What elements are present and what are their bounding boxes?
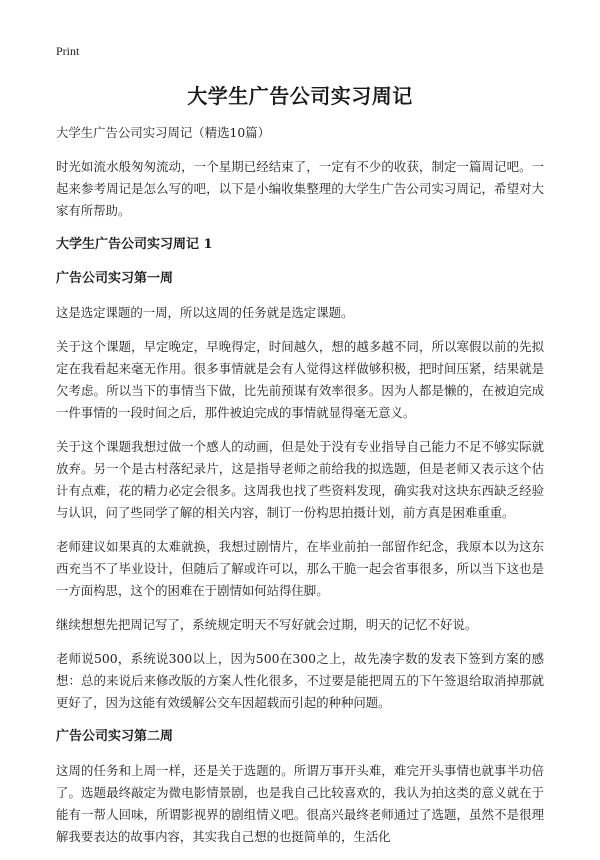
document-body xyxy=(56,122,544,860)
intro-paragraph: 时光如流水般匆匆流动，一个星期已经结束了，一定有不少的收获，制定一篇周记吧。一起来参考周记是怎么写的吧，以下是小编收集整理的大学生广告公司实习周记，希望对大家有所帮助。 xyxy=(56,159,544,218)
week1-heading: 广告公司实习第一周 xyxy=(56,271,174,286)
page-title: 大学生广告公司实习周记 xyxy=(187,84,413,108)
week2-heading: 广告公司实习第二周 xyxy=(56,729,174,744)
print-link[interactable]: Print xyxy=(56,44,80,58)
document-subtitle: 大学生广告公司实习周记（精选10篇） xyxy=(56,125,271,140)
section-heading: 大学生广告公司实习周记 1 xyxy=(56,237,213,252)
paragraph: 老师说500，系统说300以上，因为500在300之上，故先凑字数的发表下签到方案的感想：总的来说后来修改版的方案人性化很多，不过要是能把周五的下午签退给取消掉那就更好了，因为这能有效缓解公交车因超载而引起的种种问题。 xyxy=(56,651,544,710)
paragraph: 关于这个课题，早定晚定，早晚得定，时间越久，想的越多越不同，所以寒假以前的先拟定在我看起来毫无作用。很多事情就是会有人觉得这样做够积极，把时间压紧，结果就是欠考虑。所以当下的事情当下做，比先前预谋有效率很多。因为人都是懒的，在被迫完成一件事情的一段时间之后，那件被迫完成的事情就显得毫无意义。 xyxy=(56,339,544,420)
paragraph: 老师建议如果真的太难就换，我想过剧情片，在毕业前拍一部留作纪念，我原本以为这东西充当不了毕业设计，但随后了解或许可以，那么干脆一起会省事很多，所以当下这也是一方面构思，这个的困难在于剧情如何站得住脚。 xyxy=(56,539,544,598)
paragraph: 继续想想先把周记写了，系统规定明天不写好就会过期，明天的记忆不好说。 xyxy=(56,617,478,632)
paragraph: 关于这个课题我想过做一个感人的动画，但是处于没有专业指导自己能力不足不够实际就放弃。另一个是古村落纪录片，这是指导老师之前给我的拟选题，但是老师又表示这个估计有点难，花的精力必定会很多。这周我也找了些资料发现，确实我对这块东西缺乏经验与认识，问了些同学了解的相关内容，制订一份构思拍摄计划，前方真是困难重重。 xyxy=(56,439,544,520)
paragraph: 这是选定课题的一周，所以这周的任务就是选定课题。 xyxy=(56,305,354,320)
paragraph: 这周的任务和上周一样，还是关于选题的。所谓万事开头难，难完开头事情也就事半功倍了。选题最终敲定为微电影情景剧，也是我自己比较喜欢的，我认为拍这类的意义就在于能有一帮人回味，所谓影视界的剧组情义吧。很高兴最终老师通过了选题，虽然不是很理解我要表达的故事内容，其实我自己想的也挺简单的，生活化 xyxy=(56,763,544,844)
